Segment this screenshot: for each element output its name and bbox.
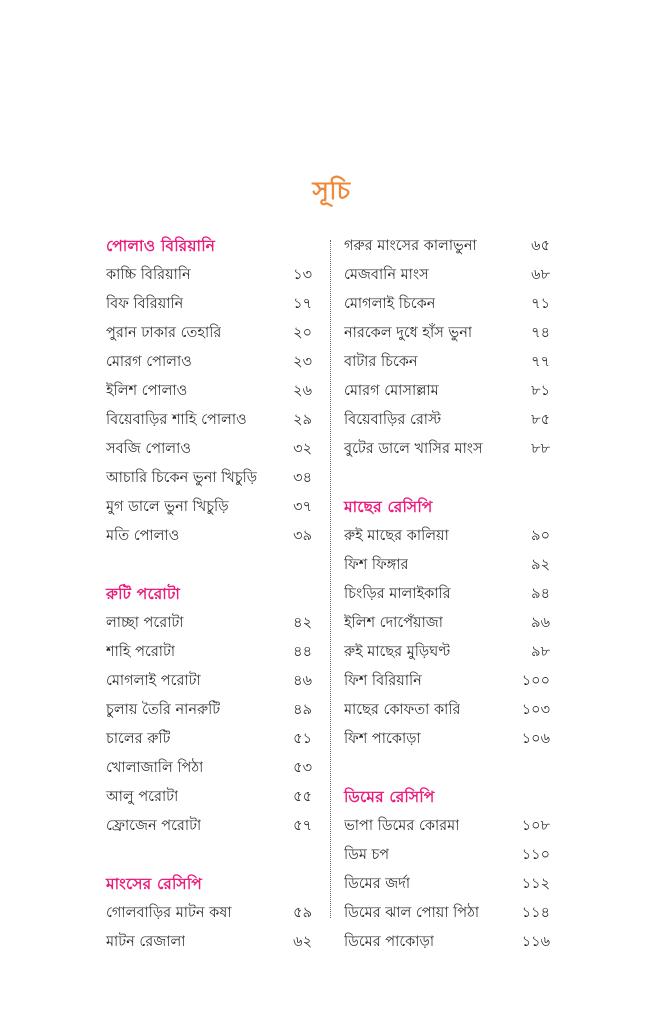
toc-entry-page-number: ৯৮ (531, 644, 550, 660)
toc-entry-page-number: ২৯ (293, 412, 312, 428)
toc-entry-title: ডিমের জর্দা (344, 876, 411, 892)
toc-entry[interactable] (344, 406, 550, 435)
toc-entry[interactable] (106, 522, 312, 551)
toc-entry-title: ফিশ পাকোড়া (344, 731, 421, 747)
toc-entry[interactable] (106, 435, 312, 464)
toc-entry-title: লাচ্ছা পরোটা (106, 615, 184, 631)
toc-entry-title: বিয়েবাড়ির শাহি পোলাও (106, 412, 247, 428)
toc-entry-page-number: ৭১ (531, 296, 550, 312)
toc-entry-title: মতি পোলাও (106, 528, 180, 544)
section-heading: পোলাও বিরিয়ানি (106, 237, 216, 255)
toc-entry-page-number: ৬২ (293, 934, 312, 950)
toc-entry-title: বাটার চিকেন (344, 354, 418, 370)
toc-entry-title: ফ্রোজেন পরোটা (106, 818, 202, 834)
toc-entry-title: বুটের ডালে খাসির মাংস (344, 441, 483, 457)
toc-entry[interactable] (344, 435, 550, 464)
toc-entry-page-number: ৮১ (531, 383, 550, 399)
toc-entry[interactable] (106, 464, 312, 493)
toc-entry-title: ফিশ বিরিয়ানি (344, 673, 422, 689)
toc-entry-page-number: ৯৬ (531, 615, 550, 631)
toc-entry-page-number: ১১০ (521, 847, 550, 863)
toc-entry[interactable] (344, 696, 550, 725)
toc-entry[interactable] (344, 580, 550, 609)
toc-entry-title: সবজি পোলাও (106, 441, 191, 457)
toc-entry-title: ইলিশ দোপেঁয়াজা (344, 615, 443, 631)
toc-entry-page-number: ১০০ (521, 673, 550, 689)
toc-entry-title: আলু পরোটা (106, 789, 179, 805)
toc-entry[interactable] (106, 667, 312, 696)
toc-entry-page-number: ৬৫ (531, 238, 550, 254)
toc-entry[interactable] (106, 812, 312, 841)
toc-columns (0, 232, 663, 950)
toc-entry[interactable] (344, 725, 550, 754)
toc-entry[interactable] (344, 812, 550, 841)
section-heading: ডিমের রেসিপি (344, 788, 435, 806)
toc-entry[interactable] (344, 290, 550, 319)
toc-entry-page-number: ১১৪ (521, 905, 550, 921)
toc-entry-page-number: ৫৯ (293, 905, 312, 921)
toc-entry-title: নারকেল দুধে হাঁস ভুনা (344, 325, 473, 341)
toc-entry-page-number: ১৭ (293, 296, 312, 312)
toc-entry[interactable] (106, 493, 312, 522)
toc-entry[interactable] (106, 319, 312, 348)
toc-entry-page-number: ৫৩ (293, 760, 312, 776)
toc-entry-title: মোগলাই পরোটা (106, 673, 201, 689)
toc-entry-title: ইলিশ পোলাও (106, 383, 188, 399)
toc-entry-page-number: ৯২ (531, 557, 550, 573)
toc-entry-page-number: ৩৪ (293, 470, 312, 486)
toc-entry-page-number: ২৩ (293, 354, 312, 370)
toc-entry-page-number: ৯০ (531, 528, 550, 544)
toc-entry[interactable] (106, 754, 312, 783)
toc-entry-page-number: ৮৫ (531, 412, 550, 428)
toc-entry-page-number: ৩৭ (293, 499, 312, 515)
toc-entry[interactable] (344, 667, 550, 696)
toc-entry-title: রুই মাছের কালিয়া (344, 528, 449, 544)
toc-entry-title: বিফ বিরিয়ানি (106, 296, 184, 312)
toc-entry-page-number: ১০৬ (521, 731, 550, 747)
toc-entry-page-number: ৪২ (293, 615, 312, 631)
toc-entry-page-number: ৭৪ (531, 325, 550, 341)
toc-section (106, 232, 312, 551)
toc-entry-title: খোলাজালি পিঠা (106, 760, 204, 776)
toc-entry-title: মেজবানি মাংস (344, 267, 429, 283)
toc-entry[interactable] (106, 638, 312, 667)
toc-entry-title: চিংড়ির মালাইকারি (344, 586, 451, 602)
section-spacer (344, 464, 550, 493)
toc-section (344, 464, 550, 754)
toc-entry[interactable] (344, 609, 550, 638)
toc-entry-title: ভাপা ডিমের কোরমা (344, 818, 460, 834)
toc-entry-page-number: ৫৭ (293, 818, 312, 834)
toc-entry[interactable] (106, 609, 312, 638)
toc-entry-title: বিয়েবাড়ির রোস্ট (344, 412, 442, 428)
page-title: সূচি (312, 176, 351, 205)
toc-entry-title: ডিমের ঝাল পোয়া পিঠা (344, 905, 480, 921)
toc-entry-page-number: ৬৮ (531, 267, 550, 283)
toc-entry-title: কাচ্চি বিরিয়ানি (106, 267, 191, 283)
toc-entry-title: মোরগ মোসাল্লাম (344, 383, 439, 399)
toc-entry[interactable] (344, 899, 550, 928)
toc-entry-page-number: ৩৯ (293, 528, 312, 544)
toc-entry[interactable] (106, 928, 312, 957)
toc-entry[interactable] (106, 261, 312, 290)
toc-entry[interactable] (344, 522, 550, 551)
toc-entry[interactable] (344, 348, 550, 377)
toc-entry-page-number: ৪৯ (293, 702, 312, 718)
toc-entry[interactable] (344, 928, 550, 957)
toc-entry-page-number: ১০৩ (521, 702, 550, 718)
toc-entry[interactable] (344, 638, 550, 667)
toc-entry[interactable] (344, 232, 550, 261)
toc-entry-page-number: ১১৬ (521, 934, 550, 950)
toc-entry-title: রুই মাছের মুড়িঘণ্ট (344, 644, 451, 660)
toc-section (344, 754, 550, 957)
toc-entry[interactable] (106, 725, 312, 754)
toc-section (106, 841, 312, 957)
toc-section (344, 232, 550, 464)
toc-entry-page-number: ২০ (293, 325, 312, 341)
column-divider (330, 240, 331, 918)
toc-entry-title: শাহি পরোটা (106, 644, 176, 660)
toc-entry-page-number: ৫৫ (293, 789, 312, 805)
toc-column-left (106, 232, 312, 957)
toc-entry-page-number: ৭৭ (531, 354, 550, 370)
toc-entry-title: মাটন রেজালা (106, 934, 186, 950)
toc-entry-title: চালের রুটি (106, 731, 171, 747)
toc-entry-title: মোগলাই চিকেন (344, 296, 436, 312)
toc-entry-page-number: ১৩ (293, 267, 312, 283)
toc-entry[interactable] (344, 377, 550, 406)
toc-entry[interactable] (344, 261, 550, 290)
section-spacer (106, 841, 312, 870)
toc-entry[interactable] (106, 290, 312, 319)
toc-entry[interactable] (344, 319, 550, 348)
toc-entry[interactable] (106, 406, 312, 435)
toc-entry[interactable] (106, 696, 312, 725)
toc-entry-page-number: ১০৮ (521, 818, 550, 834)
toc-entry-title: পুরান ঢাকার তেহারি (106, 325, 222, 341)
section-heading: মাংসের রেসিপি (106, 875, 203, 893)
toc-section (106, 551, 312, 841)
toc-entry-page-number: ৩২ (293, 441, 312, 457)
section-spacer (106, 551, 312, 580)
toc-entry-title: ডিম চপ (344, 847, 390, 863)
toc-entry-title: চুলায় তৈরি নানরুটি (106, 702, 221, 718)
toc-entry[interactable] (344, 551, 550, 580)
toc-entry-title: ডিমের পাকোড়া (344, 934, 435, 950)
toc-column-right (344, 232, 550, 957)
toc-entry-page-number: ৫১ (293, 731, 312, 747)
toc-entry[interactable] (106, 783, 312, 812)
toc-entry-title: আচারি চিকেন ভুনা খিচুড়ি (106, 470, 258, 486)
section-heading: রুটি পরোটা (106, 585, 181, 603)
toc-entry-page-number: ৮৮ (531, 441, 550, 457)
toc-entry[interactable] (344, 870, 550, 899)
section-spacer (344, 754, 550, 783)
toc-entry[interactable] (106, 899, 312, 928)
toc-entry-title: গরুর মাংসের কালাভুনা (344, 238, 477, 254)
toc-entry-title: ফিশ ফিঙ্গার (344, 557, 409, 573)
toc-entry-title: গোলবাড়ির মাটন কষা (106, 905, 232, 921)
toc-entry-page-number: ২৬ (293, 383, 312, 399)
toc-entry-title: মাছের কোফতা কারি (344, 702, 461, 718)
toc-entry[interactable] (106, 377, 312, 406)
section-heading: মাছের রেসিপি (344, 498, 433, 516)
toc-entry-page-number: ৪৬ (293, 673, 312, 689)
toc-entry-title: মুগ ডালে ভুনা খিচুড়ি (106, 499, 229, 515)
toc-entry[interactable] (344, 841, 550, 870)
toc-entry-page-number: ৯৪ (531, 586, 550, 602)
toc-entry[interactable] (106, 348, 312, 377)
toc-entry-title: মোরগ পোলাও (106, 354, 192, 370)
toc-entry-page-number: ৪৪ (293, 644, 312, 660)
toc-entry-page-number: ১১২ (521, 876, 550, 892)
